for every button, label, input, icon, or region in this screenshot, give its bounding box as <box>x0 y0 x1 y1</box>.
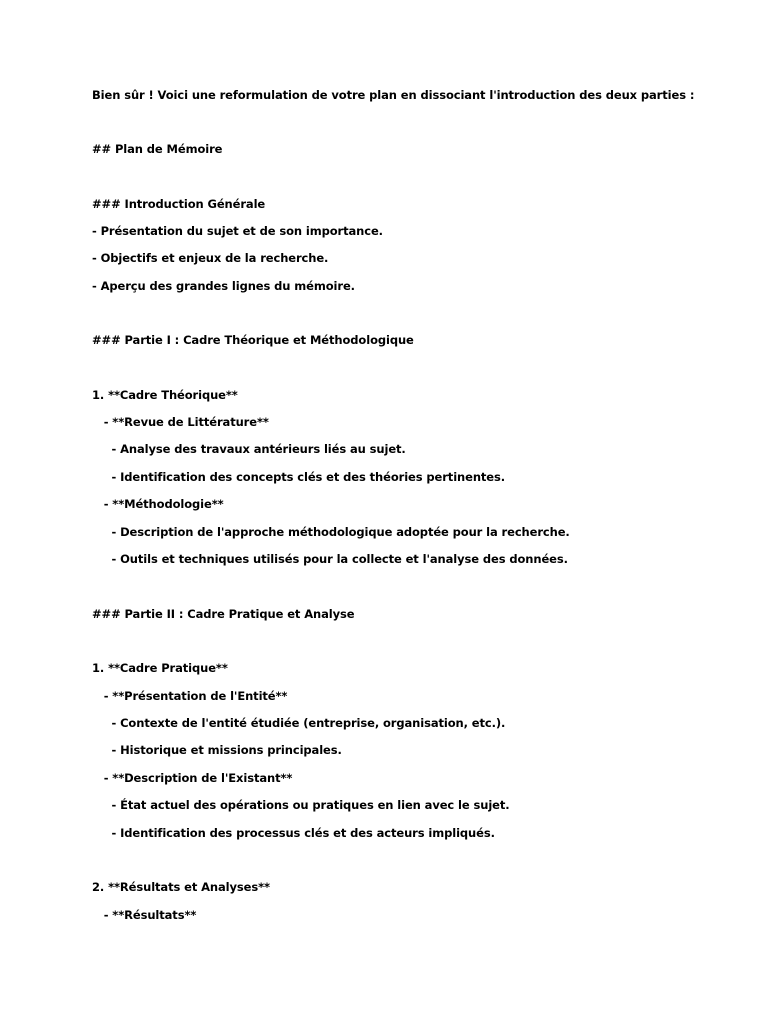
section-heading-part-1: ### Partie I : Cadre Théorique et Méthodologique <box>92 333 414 347</box>
sub-item: - **Description de l'Existant** <box>92 771 293 785</box>
numbered-item: 1. **Cadre Pratique** <box>92 661 228 675</box>
sub-sub-item: - État actuel des opérations ou pratiques en lien avec le sujet. <box>92 798 510 812</box>
list-item: - Présentation du sujet et de son importance. <box>92 224 383 238</box>
sub-item: - **Résultats** <box>92 908 197 922</box>
sub-sub-item: - Identification des concepts clés et des théories pertinentes. <box>92 470 506 484</box>
sub-item: - **Présentation de l'Entité** <box>92 689 288 703</box>
sub-sub-item: - Analyse des travaux antérieurs liés au sujet. <box>92 442 406 456</box>
sub-item: - **Revue de Littérature** <box>92 415 269 429</box>
numbered-item: 1. **Cadre Théorique** <box>92 388 238 402</box>
list-item: - Aperçu des grandes lignes du mémoire. <box>92 279 355 293</box>
numbered-item: 2. **Résultats et Analyses** <box>92 880 270 894</box>
sub-sub-item: - Description de l'approche méthodologique adoptée pour la recherche. <box>92 525 570 539</box>
plan-title: ## Plan de Mémoire <box>92 142 223 156</box>
sub-sub-item: - Contexte de l'entité étudiée (entreprise, organisation, etc.). <box>92 716 506 730</box>
list-item: - Objectifs et enjeux de la recherche. <box>92 251 329 265</box>
intro-sentence: Bien sûr ! Voici une reformulation de votre plan en dissociant l'introduction des deux parties : <box>92 88 695 102</box>
sub-sub-item: - Historique et missions principales. <box>92 743 342 757</box>
section-heading-intro: ### Introduction Générale <box>92 197 266 211</box>
sub-item: - **Méthodologie** <box>92 497 224 511</box>
sub-sub-item: - Identification des processus clés et des acteurs impliqués. <box>92 826 495 840</box>
section-heading-part-2: ### Partie II : Cadre Pratique et Analyse <box>92 607 355 621</box>
sub-sub-item: - Outils et techniques utilisés pour la collecte et l'analyse des données. <box>92 552 568 566</box>
